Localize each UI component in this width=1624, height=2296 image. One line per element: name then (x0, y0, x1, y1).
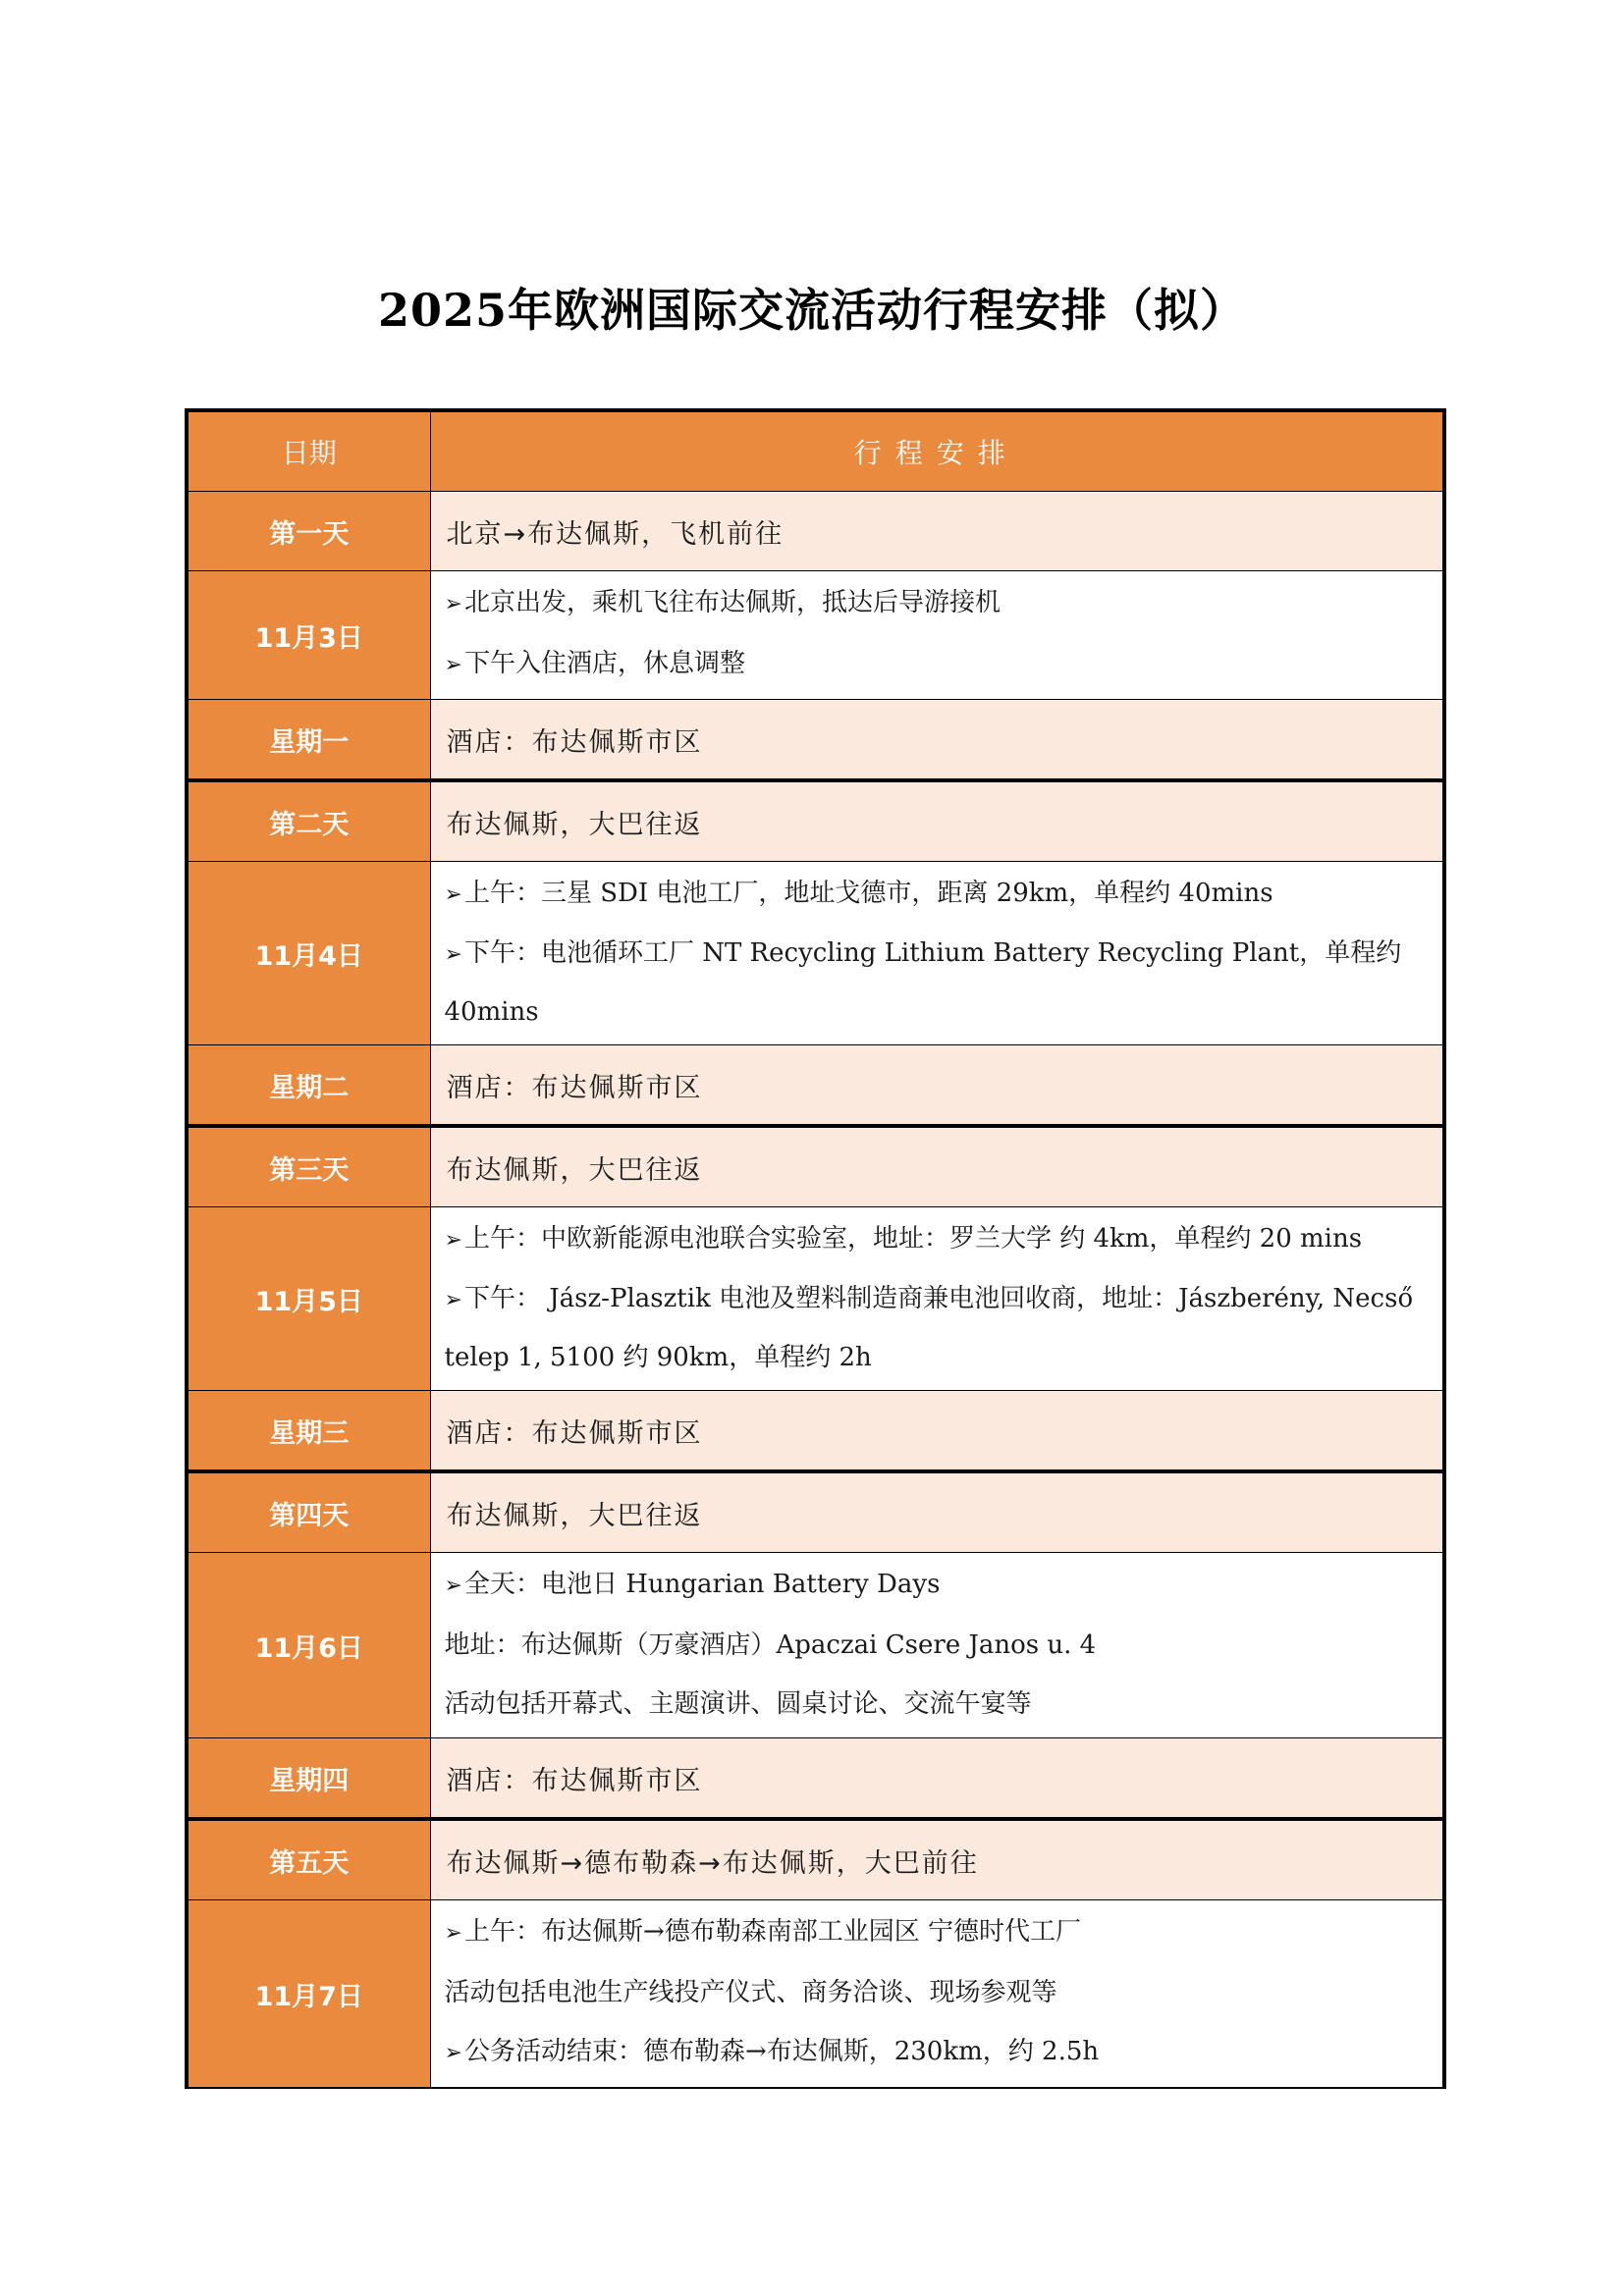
detail-line: 活动包括电池生产线投产仪式、商务洽谈、现场参观等 (444, 1978, 1057, 2007)
detail-line: ➢上午：中欧新能源电池联合实验室，地址：罗兰大学 约 4km，单程约 20 mins (444, 1224, 1363, 1254)
day-row (187, 1819, 1444, 1900)
day-summary: 北京→布达佩斯，飞机前往 (430, 492, 1444, 571)
weekday-row (187, 1391, 1444, 1472)
day-label: 第二天 (187, 780, 430, 862)
weekday-row (187, 700, 1444, 781)
date-label: 11月3日 (187, 571, 430, 700)
date-label: 11月6日 (187, 1553, 430, 1738)
arrow-bullet-icon: ➢ (444, 1228, 462, 1253)
day-row (187, 1126, 1444, 1207)
date-label: 11月7日 (187, 1900, 430, 2089)
day-label: 第一天 (187, 492, 430, 571)
arrow-bullet-icon: ➢ (444, 1288, 462, 1312)
detail-line: ➢上午：布达佩斯→德布勒森南部工业园区 宁德时代工厂 (444, 1917, 1081, 1947)
day-row (187, 492, 1444, 571)
arrow-bullet-icon: ➢ (444, 592, 462, 616)
day-summary: 布达佩斯，大巴往返 (430, 1126, 1444, 1207)
arrow-bullet-icon: ➢ (444, 1574, 462, 1598)
arrow-bullet-icon: ➢ (444, 882, 462, 907)
day-summary: 布达佩斯→德布勒森→布达佩斯，大巴前往 (430, 1819, 1444, 1900)
day-row (187, 1471, 1444, 1553)
weekday-label: 星期四 (187, 1738, 430, 1820)
date-row (187, 571, 1444, 700)
header-date: 日期 (187, 410, 430, 492)
detail-cell (430, 571, 1444, 700)
table-header-row (187, 410, 1444, 492)
date-row (187, 862, 1444, 1045)
date-label: 11月5日 (187, 1207, 430, 1391)
hotel-info: 酒店：布达佩斯市区 (430, 700, 1444, 781)
weekday-row (187, 1045, 1444, 1127)
detail-cell (430, 862, 1444, 1045)
hotel-info: 酒店：布达佩斯市区 (430, 1045, 1444, 1127)
detail-line: ➢公务活动结束：德布勒森→布达佩斯，230km，约 2.5h (444, 2037, 1100, 2066)
arrow-bullet-icon: ➢ (444, 1921, 462, 1946)
detail-line: ➢上午：三星 SDI 电池工厂，地址戈德市，距离 29km，单程约 40mins (444, 879, 1273, 908)
day-summary: 布达佩斯，大巴往返 (430, 780, 1444, 862)
date-label: 11月4日 (187, 862, 430, 1045)
arrow-bullet-icon: ➢ (444, 653, 462, 677)
detail-cell (430, 1553, 1444, 1738)
date-row (187, 1553, 1444, 1738)
arrow-bullet-icon: ➢ (444, 942, 462, 967)
detail-cell (430, 1207, 1444, 1391)
detail-line: ➢下午： Jász-Plasztik 电池及塑料制造商兼电池回收商，地址：Jászberény, Necső telep 1, 5100 约 90km，单程约 2h (444, 1284, 1414, 1372)
weekday-label: 星期一 (187, 700, 430, 781)
day-label: 第三天 (187, 1126, 430, 1207)
arrow-bullet-icon: ➢ (444, 2041, 462, 2065)
weekday-row (187, 1738, 1444, 1820)
detail-cell (430, 1900, 1444, 2089)
weekday-label: 星期三 (187, 1391, 430, 1472)
day-row (187, 780, 1444, 862)
hotel-info: 酒店：布达佩斯市区 (430, 1738, 1444, 1820)
date-row (187, 1207, 1444, 1391)
weekday-label: 星期二 (187, 1045, 430, 1127)
day-label: 第五天 (187, 1819, 430, 1900)
detail-line: ➢下午入住酒店，休息调整 (444, 649, 745, 678)
detail-line: ➢北京出发，乘机飞往布达佩斯，抵达后导游接机 (444, 588, 1001, 617)
page-title: 2025年欧洲国际交流活动行程安排（拟） (377, 284, 1247, 337)
detail-line: ➢下午：电池循环工厂 NT Recycling Lithium Battery Recycling Plant，单程约 40mins (444, 938, 1402, 1027)
detail-line: 活动包括开幕式、主题演讲、圆桌讨论、交流午宴等 (444, 1689, 1032, 1719)
detail-line: 地址：布达佩斯（万豪酒店）Apaczai Csere Janos u. 4 (444, 1630, 1097, 1660)
day-summary: 布达佩斯，大巴往返 (430, 1471, 1444, 1553)
hotel-info: 酒店：布达佩斯市区 (430, 1391, 1444, 1472)
date-row (187, 1900, 1444, 2089)
itinerary-table (185, 408, 1446, 2089)
day-label: 第四天 (187, 1471, 430, 1553)
header-plan: 行程安排 (430, 410, 1444, 492)
detail-line: ➢全天：电池日 Hungarian Battery Days (444, 1570, 941, 1599)
